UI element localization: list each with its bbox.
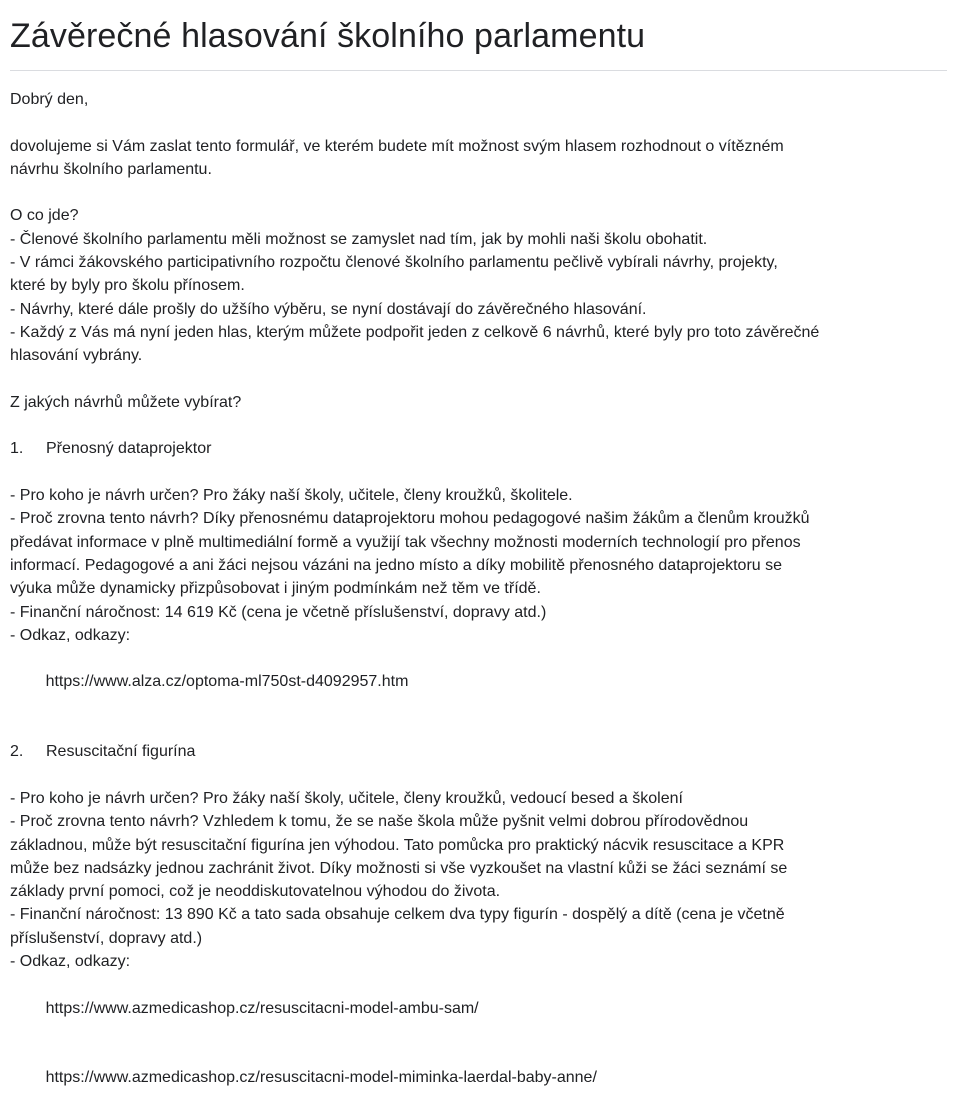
form-title: Závěrečné hlasování školního parlamentu: [10, 17, 646, 55]
choose-heading: Z jakých návrhů můžete vybírat?: [10, 393, 242, 411]
intro-line: dovolujeme si Vám zaslat tento formulář, ve kterém budete mít možnost svým hlasem rozhodnout o vítězném: [10, 137, 784, 155]
spacer: [10, 717, 950, 740]
greeting: Dobrý den,: [10, 91, 89, 108]
spacer: [10, 461, 950, 484]
proposal-line: - Odkaz, odkazy:: [10, 952, 131, 970]
form-description: [10, 88, 950, 1113]
proposal-link-row: [10, 647, 950, 717]
proposal-heading: [10, 740, 950, 763]
proposal-line: základnou, může být resuscitační figurína jen výhodou. Tato pomůcka pro praktický nácvik resuscitace a KPR: [10, 836, 785, 854]
proposal-name: Resuscitační figurína: [46, 743, 196, 761]
proposal-heading: [10, 437, 950, 460]
proposal-line: - Pro koho je návrh určen? Pro žáky naší školy, učitele, členy kroužků, školitele.: [10, 487, 573, 505]
what-line: - Návrhy, které dále prošly do užšího výběru, se nyní dostávají do závěrečného hlasování.: [10, 300, 647, 318]
proposal-link[interactable]: https://www.azmedicashop.cz/resuscitacni-model-miminka-laerdal-baby-anne/: [45, 1069, 597, 1087]
what-line: - V rámci žákovského participativního rozpočtu členové školního parlamentu pečlivě vybírali návrhy, projekty,: [10, 254, 778, 272]
proposal-line: - Odkaz, odkazy:: [10, 626, 131, 644]
proposal-line: může bez nadsázky jednou zachránit život. Díky možnosti si vše vyzkoušet na vlastní kůži se žáci seznámí se: [10, 859, 788, 877]
spacer: [10, 764, 950, 787]
proposal: [10, 437, 950, 717]
proposal-line: předávat informace v plně multimediální formě a využijí tak všechny možnosti moderních technologií pro přenos: [10, 533, 801, 551]
proposal-name: Přenosný dataprojektor: [46, 440, 212, 458]
proposal-line: základy první pomoci, což je neoddiskutovatelnou výhodou do života.: [10, 883, 501, 901]
proposal: [10, 740, 950, 1113]
proposal-number: 2.: [10, 743, 24, 761]
spacer: [10, 111, 950, 134]
title-divider: [10, 70, 947, 71]
proposal-line: - Proč zrovna tento návrh? Vzhledem k tomu, že se naše škola může pyšnit velmi dobrou přírodovědnou: [10, 813, 749, 831]
proposal-line: - Pro koho je návrh určen? Pro žáky naší školy, učitele, členy kroužků, vedoucí besed a školení: [10, 789, 683, 807]
proposal-link-row: [10, 973, 950, 1043]
what-line: které by byly pro školu přínosem.: [10, 277, 245, 295]
proposal-link[interactable]: https://www.azmedicashop.cz/resuscitacni-model-ambu-sam/: [45, 999, 479, 1017]
proposal-link-row: [10, 1043, 950, 1113]
proposal-line: příslušenství, dopravy atd.): [10, 929, 203, 947]
proposal-link[interactable]: https://www.alza.cz/optoma-ml750st-d4092957.htm: [45, 673, 409, 691]
spacer: [10, 181, 950, 204]
proposal-line: informací. Pedagogové a ani žáci nejsou vázáni na jedno místo a díky mobilitě přenosného dataprojektoru se: [10, 556, 783, 574]
proposal-line: výuka může dynamicky přizpůsobovat i jiným podmínkám než těm ve třídě.: [10, 580, 541, 598]
proposal-line: - Proč zrovna tento návrh? Díky přenosnému dataprojektoru mohou pedagogové našim žákům a členům kroužků: [10, 510, 810, 528]
spacer: [10, 414, 950, 437]
proposal-line: - Finanční náročnost: 14 619 Kč (cena je včetně příslušenství, dopravy atd.): [10, 603, 547, 621]
spacer: [10, 368, 950, 391]
what-heading: O co jde?: [10, 207, 79, 225]
what-line: - Členové školního parlamentu měli možnost se zamyslet nad tím, jak by mohli naši školu obohatit.: [10, 230, 708, 248]
intro-line: návrhu školního parlamentu.: [10, 160, 212, 178]
proposal-line: - Finanční náročnost: 13 890 Kč a tato sada obsahuje celkem dva typy figurín - dospělý a dítě (cena je včetně: [10, 906, 785, 924]
what-line: hlasování vybrány.: [10, 347, 143, 365]
proposal-number: 1.: [10, 440, 24, 458]
what-line: - Každý z Vás má nyní jeden hlas, kterým můžete podpořit jeden z celkově 6 návrhů, které byly pro toto závěrečné: [10, 323, 820, 341]
